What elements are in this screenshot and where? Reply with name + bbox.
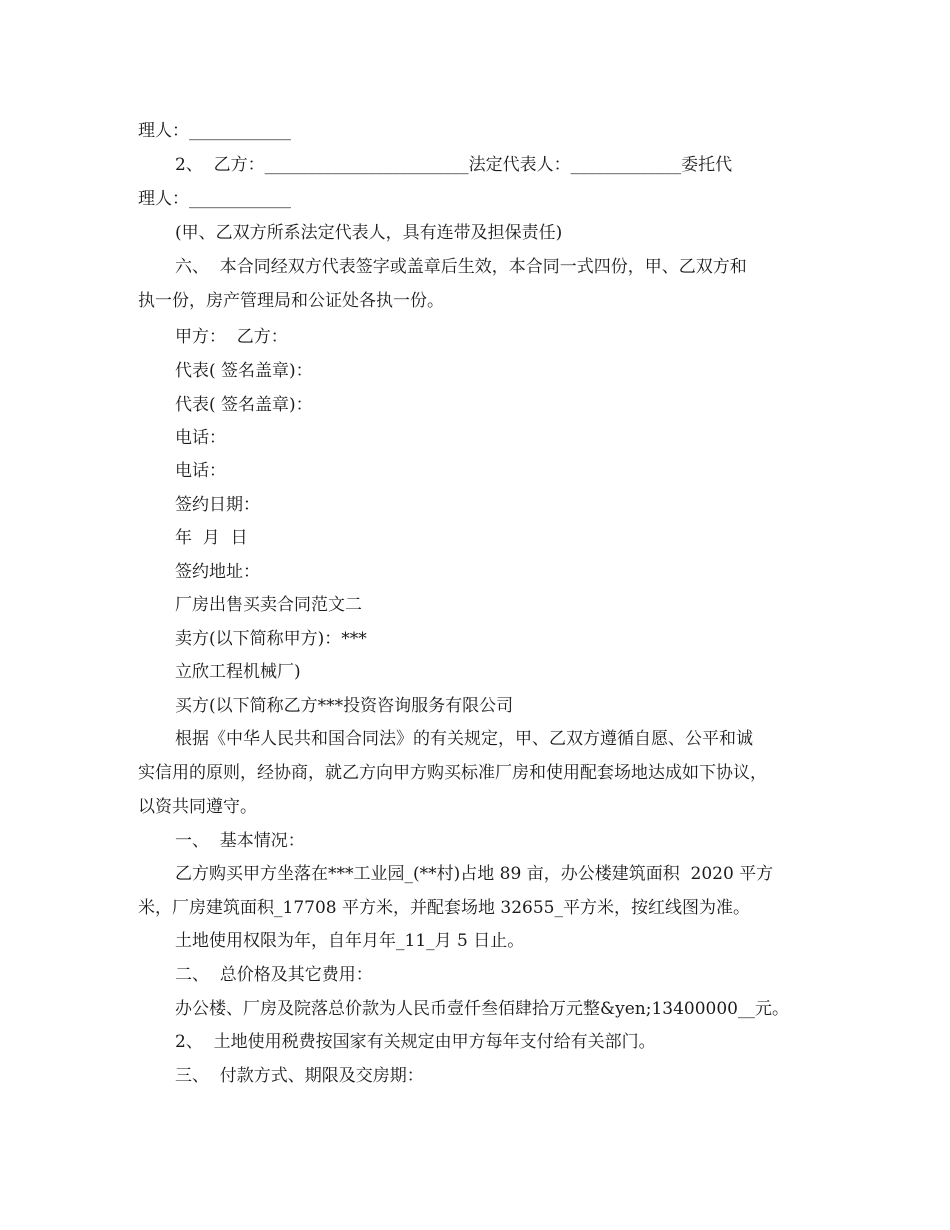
text-line: 米，厂房建筑面积_17708 平方米，并配套场地 32655_平方米，按红线图为准。 (138, 898, 750, 918)
text-line: 理人：____________ (138, 189, 291, 209)
text-line: 签约日期： (175, 495, 260, 515)
text-line: 2、 土地使用税费按国家有关规定由甲方每年支付给有关部门。 (175, 1032, 656, 1052)
text-line: 以资共同遵守。 (138, 797, 257, 817)
text-line: (甲、乙双方所系法定代表人，具有连带及担保责任) (175, 223, 563, 243)
text-line: 年 月 日 (175, 528, 248, 548)
text-line: 执一份，房产管理局和公证处各执一份。 (138, 291, 444, 311)
text-line: 一、 基本情况： (175, 831, 305, 851)
text-line: 代表( 签名盖章)： (175, 395, 313, 415)
text-line: 理人：____________ (138, 121, 291, 141)
text-line: 六、 本合同经双方代表签字或盖章后生效，本合同一式四份，甲、乙双方和 (175, 257, 747, 277)
text-line: 三、 付款方式、期限及交房期： (175, 1066, 424, 1086)
text-line: 二、 总价格及其它费用： (175, 965, 373, 985)
text-line: 签约地址： (175, 562, 260, 582)
text-line: 立欣工程机械厂) (175, 662, 301, 682)
text-line: 电话： (175, 428, 226, 448)
text-line: 甲方： 乙方： (175, 327, 288, 347)
text-line: 厂房出售买卖合同范文二 (175, 595, 362, 615)
text-line: 卖方(以下简称甲方)：*** (175, 629, 367, 649)
text-line: 实信用的原则，经协商，就乙方向甲方购买标准厂房和使用配套场地达成如下协议， (138, 763, 767, 783)
text-line: 买方(以下简称乙方***投资咨询服务有限公司 (175, 696, 514, 716)
text-line: 办公楼、厂房及院落总价款为人民币壹仟叁佰肆拾万元整&yen;13400000__元。 (175, 999, 789, 1019)
text-line: 土地使用权限为年，自年月年_11_月 5 日止。 (175, 931, 525, 951)
text-line: 2、 乙方：________________________法定代表人：_____________委托代 (175, 155, 733, 175)
text-line: 电话： (175, 461, 226, 481)
text-line: 乙方购买甲方坐落在***工业园_(**村)占地 89 亩，办公楼建筑面积 2020 平方 (175, 864, 774, 884)
text-line: 代表( 签名盖章)： (175, 361, 313, 381)
text-line: 根据《中华人民共和国合同法》的有关规定，甲、乙双方遵循自愿、公平和诚 (175, 729, 753, 749)
